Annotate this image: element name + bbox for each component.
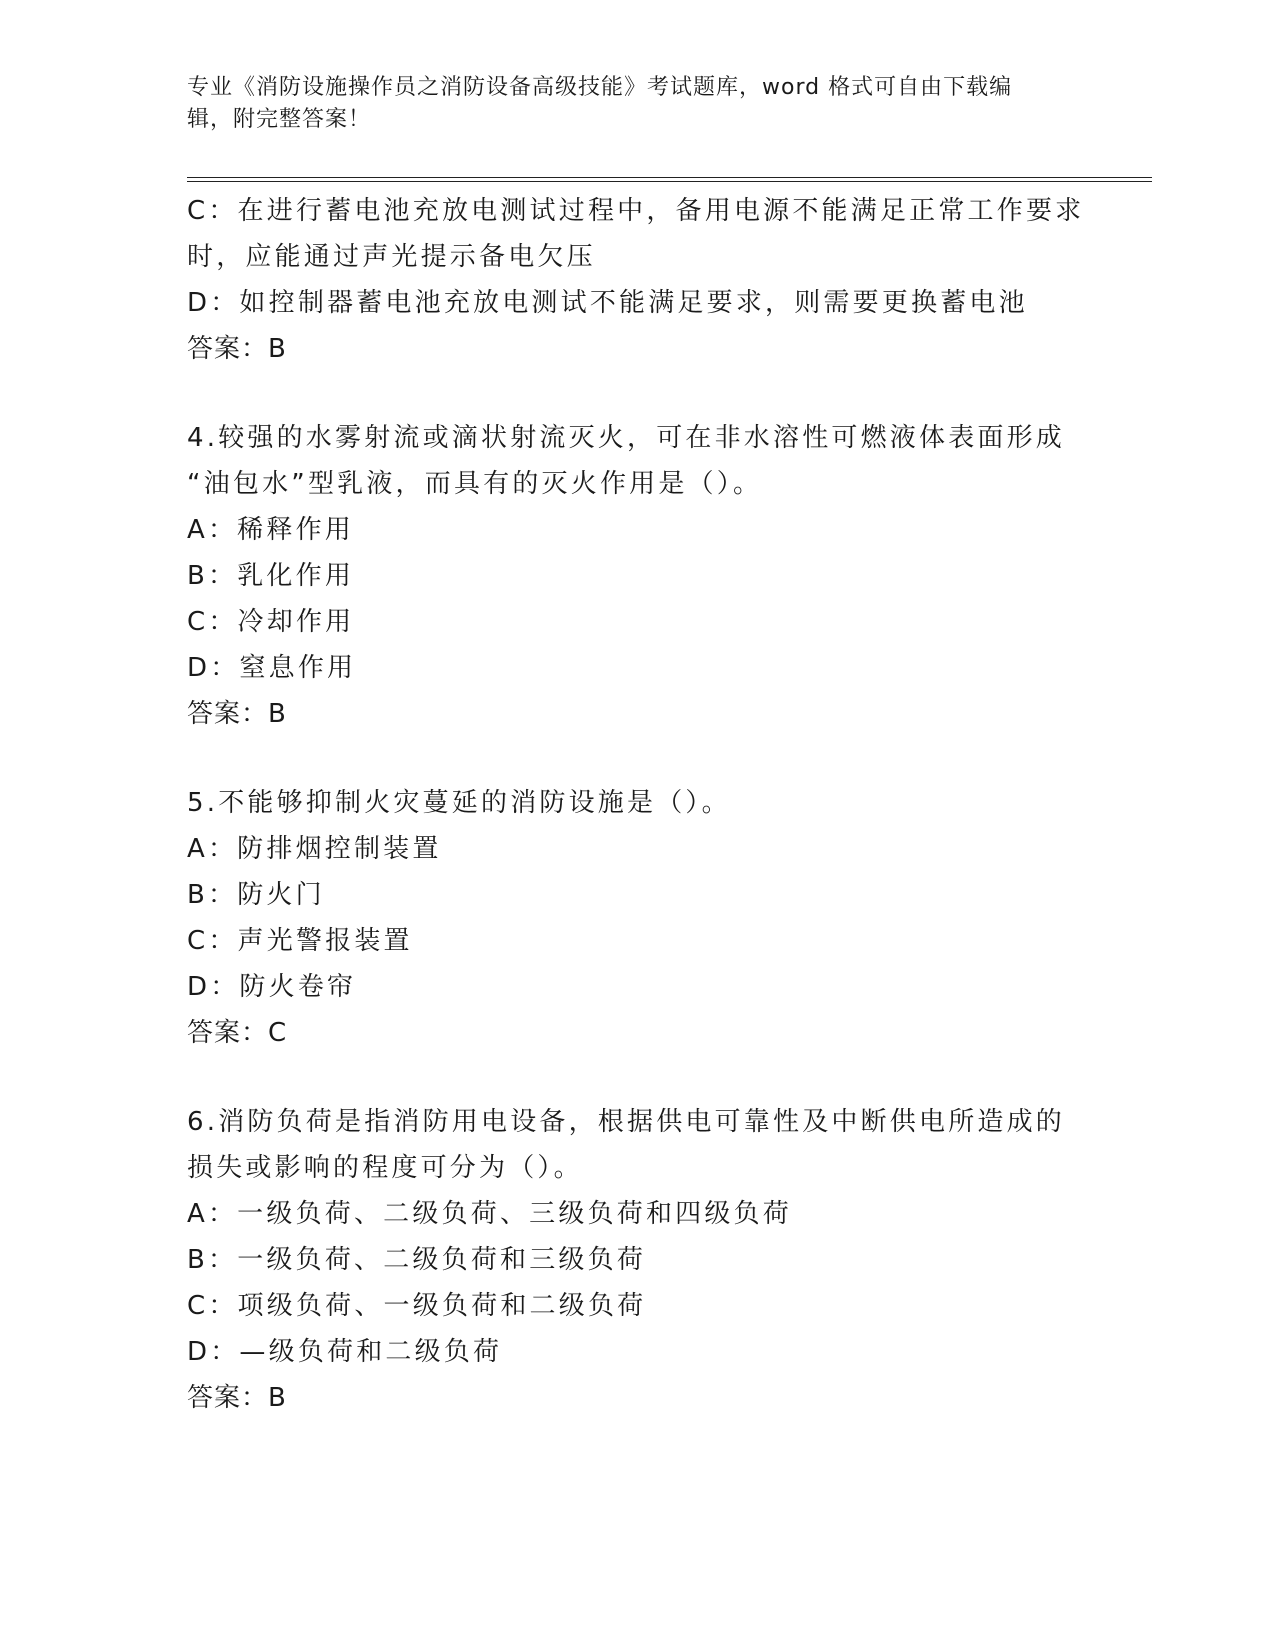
header-divider	[187, 177, 1152, 182]
answer: 答案：B	[187, 699, 287, 729]
answer: 答案：B	[187, 1383, 287, 1413]
option-d: D：窒息作用	[187, 653, 357, 683]
question-3-tail	[187, 188, 1087, 372]
option-a: A：一级负荷、二级负荷、三级负荷和四级负荷	[187, 1199, 792, 1229]
answer: 答案：B	[187, 334, 287, 364]
header-line-1: 专业《消防设施操作员之消防设备高级技能》考试题库，word 格式可自由下载编	[187, 75, 1013, 100]
option-c: C：项级负荷、一级负荷和二级负荷	[187, 1291, 647, 1321]
option-b: B：一级负荷、二级负荷和三级负荷	[187, 1245, 647, 1275]
question-stem-line-1: 5.不能够抑制火灾蔓延的消防设施是（）。	[187, 788, 731, 818]
option-c-line-2: 时，应能通过声光提示备电欠压	[187, 242, 596, 272]
question-4	[187, 415, 1087, 737]
document-body	[187, 188, 1087, 1421]
question-stem-line-1: 6.消防负荷是指消防用电设备，根据供电可靠性及中断供电所造成的	[187, 1107, 1066, 1137]
spacer	[187, 1056, 1087, 1099]
question-5	[187, 780, 1087, 1056]
option-d: D：如控制器蓄电池充放电测试不能满足要求，则需要更换蓄电池	[187, 288, 1028, 318]
spacer	[187, 737, 1087, 780]
option-c: C：声光警报装置	[187, 926, 413, 956]
option-b: B：乳化作用	[187, 561, 355, 591]
question-stem-line-2: “油包水”型乳液，而具有的灭火作用是（）。	[187, 469, 763, 499]
answer: 答案：C	[187, 1018, 288, 1048]
option-a: A：防排烟控制装置	[187, 834, 442, 864]
page-header	[187, 72, 1087, 136]
option-a: A：稀释作用	[187, 515, 354, 545]
option-d: D：—级负荷和二级负荷	[187, 1337, 503, 1367]
option-c-line-1: C：在进行蓄电池充放电测试过程中，备用电源不能满足正常工作要求	[187, 196, 1085, 226]
option-c: C：冷却作用	[187, 607, 355, 637]
spacer	[187, 372, 1087, 415]
header-line-2: 辑，附完整答案！	[187, 107, 372, 132]
option-d: D：防火卷帘	[187, 972, 357, 1002]
option-b: B：防火门	[187, 880, 325, 910]
question-stem-line-1: 4.较强的水雾射流或滴状射流灭火，可在非水溶性可燃液体表面形成	[187, 423, 1066, 453]
question-stem-line-2: 损失或影响的程度可分为（）。	[187, 1153, 583, 1183]
question-6	[187, 1099, 1087, 1421]
